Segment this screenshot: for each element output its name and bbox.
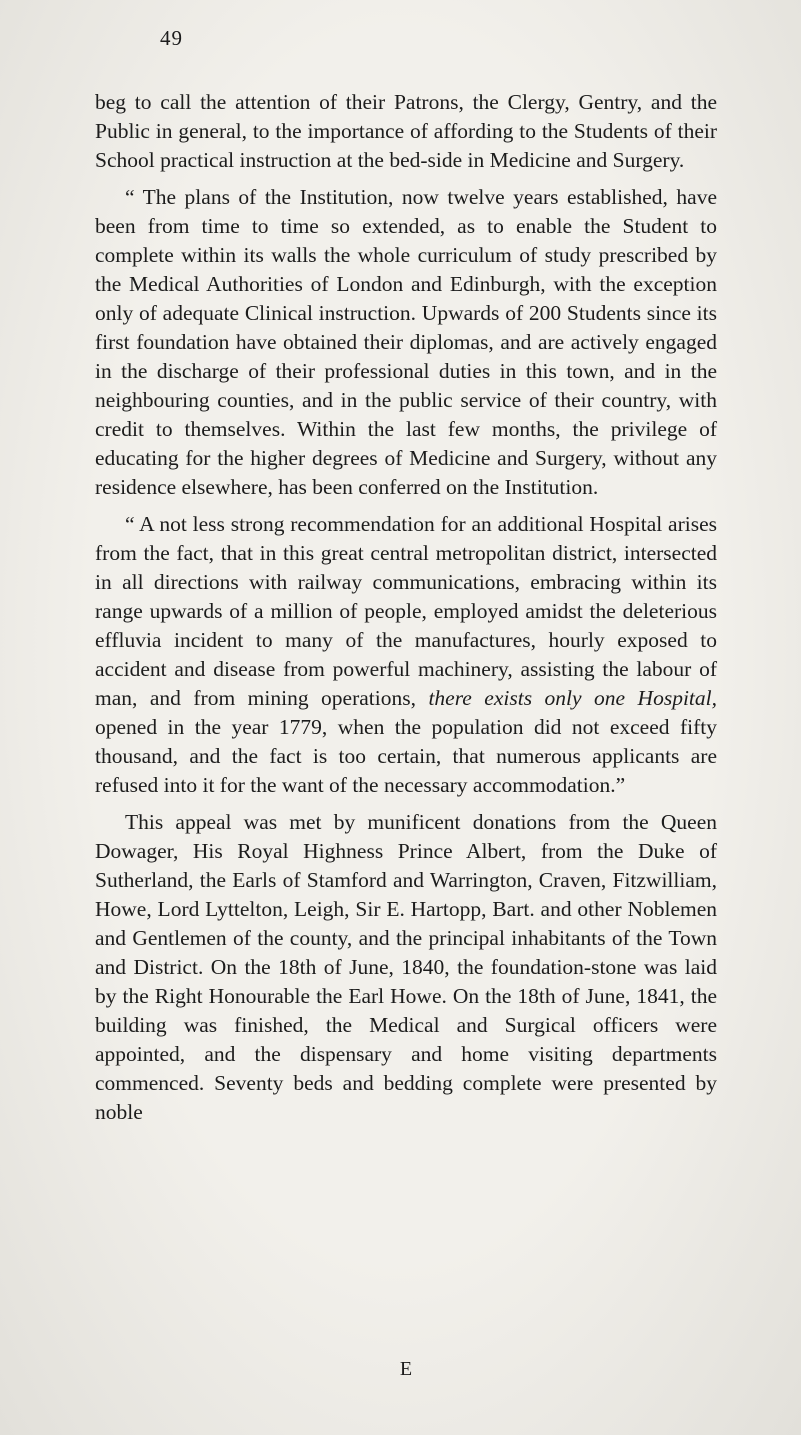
signature-mark: E <box>399 1358 413 1380</box>
paragraph-text: “ A not less strong recommendation for an additional Hospital arises from the fact, that in this great central metropolitan district, intersected in all directions with railway communications, embracing within its range upwards of a million of people, employed amidst the deleterious effluvia incident to many of the manufactures, hourly exposed to accident and disease from powerful machinery, assisting the labour of man, and from mining operations, <box>95 512 717 710</box>
paragraph-institution-plans: “ The plans of the Institution, now twelve years established, have been from time to time so extended, as to enable the Student to complete within its walls the whole curriculum of study prescribed by the Medical Authorities of London and Edinburgh, with the exception only of adequate Clinical instruction. Upwards of 200 Students since its first foundation have obtained their diplomas, and are actively engaged in the discharge of their professional duties in this town, and in the neighbouring counties, and in the public service of their country, with credit to themselves. Within the last few months, the privilege of educating for the higher degrees of Medicine and Surgery, without any residence elsewhere, has been conferred on the Institution. <box>95 185 717 499</box>
page-number: 49 <box>160 26 183 50</box>
paragraph-hospital-recommendation <box>95 510 717 800</box>
paragraph-text: opened in the year 1779, when the population did not exceed fifty thousand, and the fact is too certain, that numerous applicants are refused into it for the want of the necessary accommodation.” <box>95 715 717 797</box>
paragraph-italic-text: there exists only one Hospital, <box>428 686 717 710</box>
text-block <box>95 88 717 1135</box>
paragraph-continuation: beg to call the attention of their Patrons, the Clergy, Gentry, and the Public in general, to the importance of affording to the Students of their School practical instruction at the bed-side in Medicine and Surgery. <box>95 90 717 172</box>
paragraph-appeal-donations: This appeal was met by munificent donations from the Queen Dowager, His Royal Highness Prince Albert, from the Duke of Sutherland, the Earls of Stamford and Warrington, Craven, Fitzwilliam, Howe, Lord Lyttelton, Leigh, Sir E. Hartopp, Bart. and other Noblemen and Gentlemen of the county, and the principal inhabitants of the Town and District. On the 18th of June, 1840, the foundation-stone was laid by the Right Honourable the Earl Howe. On the 18th of June, 1841, the building was finished, the Medical and Surgical officers were appointed, and the dispensary and home visiting departments commenced. Seventy beds and bedding complete were presented by noble <box>95 810 717 1124</box>
